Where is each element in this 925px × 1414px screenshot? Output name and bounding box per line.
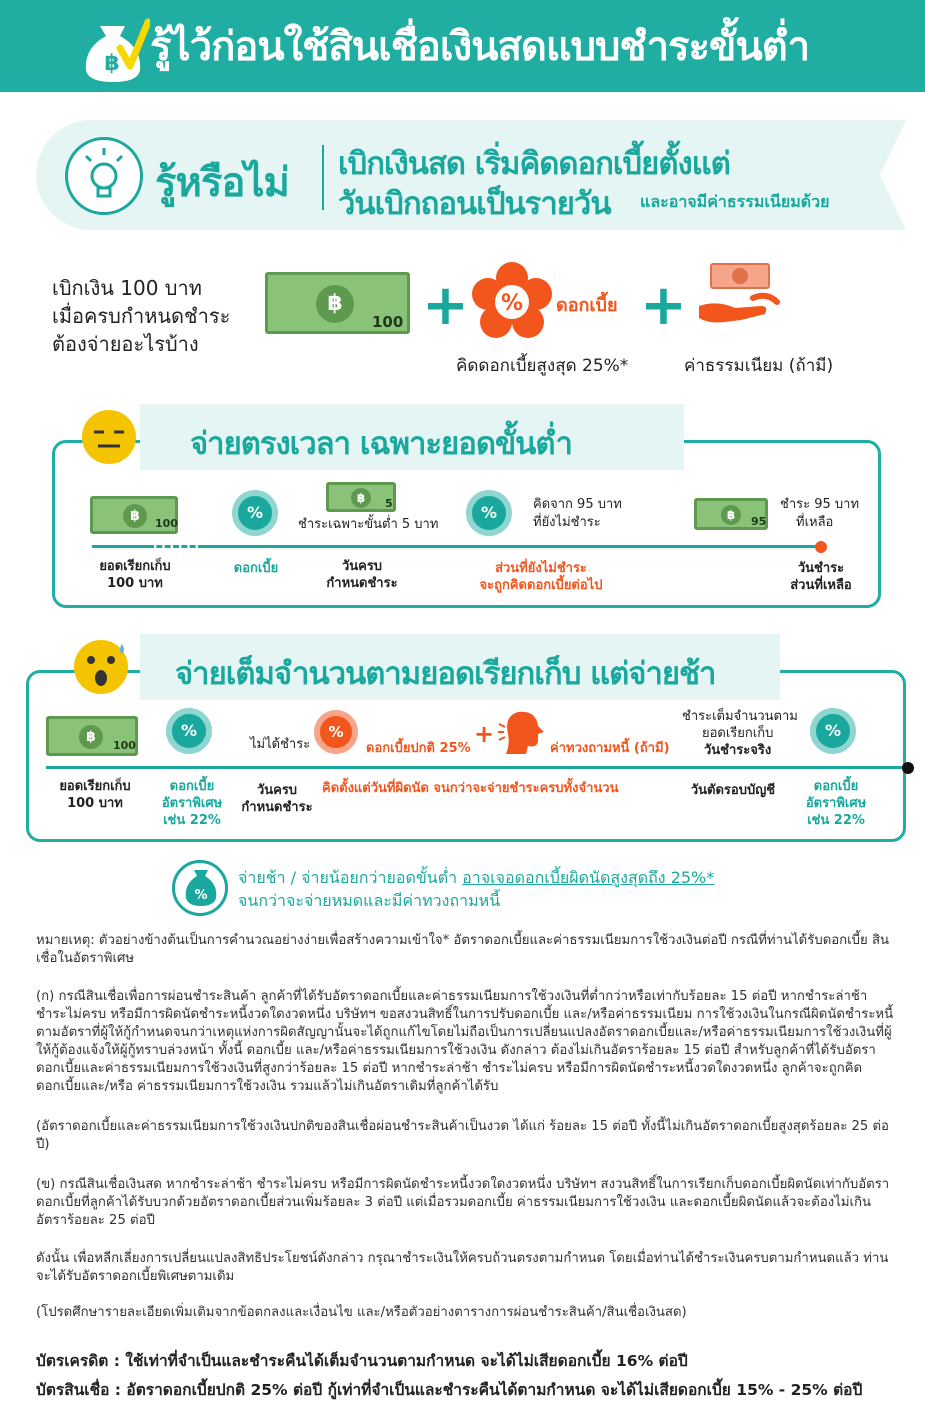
calc-line-1: คิดจาก 95 บาท xyxy=(533,497,622,512)
hand-fee-icon xyxy=(695,262,785,334)
pay-min-text: ชำระเฉพาะขั้นต่ำ 5 บาท xyxy=(298,517,439,532)
late-timeline-end-dot xyxy=(902,762,914,774)
interest-caption: คิดดอกเบี้ยสูงสุด 25%* xyxy=(456,356,629,376)
interest-label: ดอกเบี้ย xyxy=(556,295,618,316)
interest-flower-icon-teal-2: % xyxy=(466,490,512,536)
late-billed-banknote: ฿ 100 xyxy=(46,716,138,756)
normal-interest-text: ดอกเบี้ยปกติ 25% xyxy=(366,741,471,756)
question-line-1: เบิกเงิน 100 บาท xyxy=(52,276,202,300)
did-you-know-label: รู้หรือไม่ xyxy=(155,160,289,206)
note-paragraph-5: ดังนั้น เพื่อหลีกเลี่ยงการเปลี่ยนแปลงสิทธิประโยชน์ดังกล่าว กรุณาชำระเงินให้ครบถ้วนตรงตามกำหนด โดยเมื่อท่านได้ชำระเงินครบตามกำหนดแล้ว ท่านจะได้รับอัตราดอกเบี้ยพิเศษตามเดิม xyxy=(36,1251,889,1284)
min-payment-banknote: ฿ 5 xyxy=(326,482,396,512)
note-paragraph-4: (ข) กรณีสินเชื่อเงินสด หากชำระล่าช้า ชำระไม่ครบ หรือมีการผิดนัดชำระหนี้งวดใดงวดหนึ่ง บริษัทฯ สงวนสิทธิ์ในการเรียกเก็บดอกเบี้ยผิดนัดเท่ากับอัตราดอกเบี้ยที่ลูกค้าได้รับบวกด้วยอัตราดอกเบี้ยส่วนเพิ่มร้อยละ 3 ต่อปี แต่เมื่อรวมดอกเบี้ย ค่าธรรมเนียมการใช้วงเงิน และดอกเบี้ยผิดนัดแล้วจะต้องไม่เกินอัตราร้อยละ 25 ต่อปี xyxy=(36,1177,890,1228)
money-bag-check-icon xyxy=(80,8,150,86)
lbl-unpaid: ส่วนที่ยังไม่ชำระ จะถูกคิดดอกเบี้ยต่อไป xyxy=(479,561,603,593)
note-paragraph-6: (โปรดศึกษารายละเอียดเพิ่มเติมจากข้อตกลงและเงื่อนไข และ/หรือตัวอย่างตารางการผ่อนชำระสินค้า/สินเชื่อเงินสด) xyxy=(36,1305,687,1320)
note-paragraph-1: หมายเหตุ: ตัวอย่างข้างต้นเป็นการคำนวณอย่างง่ายเพื่อสร้างความเข้าใจ* อัตราดอกเบี้ยและค่าธรรมเนียมการใช้วงเงินต่อปี กรณีที่ท่านได้รับดอกเบี้ย สินเชื่อในอัตราพิเศษ xyxy=(36,933,890,966)
question-line-2: เมื่อครบกำหนดชำระ xyxy=(52,304,231,328)
page-title: รู้ไว้ก่อนใช้สินเชื่อเงินสดแบบชำระขั้นต่ำ xyxy=(150,24,810,70)
full-pay-line-3: วันชำระจริง xyxy=(704,743,772,758)
late-lbl-due: วันครบ กำหนดชำระ xyxy=(241,783,313,815)
neutral-face-icon xyxy=(80,408,138,466)
banner-line-2: วันเบิกถอนเป็นรายวัน xyxy=(338,186,611,222)
lbl-billed: ยอดเรียกเก็บ 100 บาท xyxy=(99,559,171,591)
question-line-3: ต้องจ่ายอะไรบ้าง xyxy=(52,332,199,356)
late-lbl-cutoff: วันตัดรอบบัญชี xyxy=(690,783,776,798)
timeline-dash xyxy=(148,545,204,548)
interest-flower-icon-teal: % xyxy=(232,490,278,536)
ontime-title: จ่ายตรงเวลา เฉพาะยอดขั้นต่ำ xyxy=(190,426,572,462)
shocked-face-icon xyxy=(72,636,130,696)
late-lbl-charge: คิดตั้งแต่วันที่ผิดนัด จนกว่าจะจ่ายชำระครบทั้งจำนวน xyxy=(322,781,619,796)
late-lbl-billed: ยอดเรียกเก็บ 100 บาท xyxy=(59,779,131,811)
fee-caption: ค่าธรรมเนียม (ถ้ามี) xyxy=(684,356,834,376)
interest-flower-icon xyxy=(472,262,552,342)
banner-divider xyxy=(322,145,324,210)
svg-text:%: % xyxy=(500,291,524,316)
banknote-icon: ฿ 100 xyxy=(265,272,410,334)
calc-line-2: ที่ยังไม่ชำระ xyxy=(533,515,601,530)
timeline-end-dot xyxy=(815,541,827,553)
credit-line-note: บัตรสินเชื่อ : อัตราดอกเบี้ยปกติ 25% ต่อปี กู้เท่าที่จำเป็นและชำระคืนได้ตามกำหนด จะได้ไม่เสียดอกเบี้ย 15% - 25% ต่อปี xyxy=(36,1381,863,1399)
late-lbl-special-end: ดอกเบี้ย อัตราพิเศษ เช่น 22% xyxy=(805,779,867,828)
lbl-payday: วันชำระ ส่วนที่เหลือ xyxy=(790,561,852,593)
money-bag-percent-icon xyxy=(184,866,218,910)
normal-interest-flower-icon: % xyxy=(314,710,358,754)
not-paid-text: ไม่ได้ชำระ xyxy=(250,737,311,752)
pay-rest-line-2: ที่เหลือ xyxy=(796,515,834,530)
banner-line-2-small: และอาจมีค่าธรรมเนียมด้วย xyxy=(640,192,830,211)
ontime-timeline xyxy=(204,545,818,548)
timeline-segment xyxy=(92,545,148,548)
collection-fee-text: ค่าทวงถามหนี้ (ถ้ามี) xyxy=(550,741,670,756)
late-timeline xyxy=(46,766,908,769)
lightbulb-icon xyxy=(78,146,130,206)
special-interest-flower-icon: % xyxy=(166,708,212,754)
plus-sign-2: + xyxy=(640,273,687,338)
shouting-person-icon xyxy=(496,706,548,758)
late-plus-sign: + xyxy=(474,720,495,748)
special-interest-flower-icon-end: % xyxy=(810,708,856,754)
plus-sign: + xyxy=(422,273,469,338)
svg-text:฿: ฿ xyxy=(104,51,120,76)
full-pay-line-2: ยอดเรียกเก็บ xyxy=(702,726,774,741)
note-paragraph-3: (อัตราดอกเบี้ยและค่าธรรมเนียมการใช้วงเงินปกติของสินเชื่อผ่อนชำระสินค้าเป็นงวด ได้แก่ ร้อยละ 15 ต่อปี ทั้งนี้ไม่เกินอัตราดอกเบี้ยสูงสุดร้อยละ 25 ต่อปี) xyxy=(36,1119,889,1152)
late-lbl-special: ดอกเบี้ย อัตราพิเศษ เช่น 22% xyxy=(161,779,223,828)
lbl-interest: ดอกเบี้ย xyxy=(233,561,279,576)
billed-banknote: ฿ 100 xyxy=(90,496,178,534)
note-paragraph-2: (ก) กรณีสินเชื่อเพื่อการผ่อนชำระสินค้า ลูกค้าที่ได้รับอัตราดอกเบี้ยและค่าธรรมเนียมการใช้วงเงินที่ต่ำกว่าหรือเท่ากับร้อยละ 15 ต่อปี หากชำระล่าช้า ชำระไม่ครบ หรือมีการผิดนัดชำระหนี้งวดใดงวดหนึ่ง บริษัทฯ ขอสงวนสิทธิ์ในการปรับดอกเบี้ย และ/หรือค่าธรรมเนียม การใช้วงเงินในกรณีผิดนัดชำระหนี้ตามอัตราที่ผู้ให้กู้กำหนดจนกว่าเหตุแห่งการผิดสัญญานั้นจะได้ถูกแก้ไขโดยไม่ถือเป็นการเปลี่ยนแปลงอัตราดอกเบี้ยและ/หรือค่าธรรมเนียมการใช้วงเงินที่ผู้ให้กู้ต้องแจ้งให้ผู้กู้ทราบล่วงหน้า ทั้งนี้ ดอกเบี้ย และ/หรือค่าธรรมเนียมการใช้วงเงิน ดังกล่าว ต้องไม่เกินอัตราร้อยละ 15 ต่อปี สำหรับลูกค้าที่ได้รับอัตราดอกเบี้ยและค่าธรรมเนียมการใช้วงเงินที่สูงกว่าร้อยละ 15 ต่อปี หากชำระล่าช้า ชำระไม่ครบ หรือมีการผิดนัดชำระหนี้งวดใดงวดหนึ่ง ลูกค้าจะถูกคิดดอกเบี้ยและ/หรือ ค่าธรรมเนียมการใช้วงเงิน รวมแล้วไม่เกินอัตราเดิมที่ลูกค้าได้รับ xyxy=(36,989,894,1094)
pay-rest-line-1: ชำระ 95 บาท xyxy=(780,497,860,512)
remaining-banknote: ฿ 95 xyxy=(694,498,768,530)
svg-text:%: % xyxy=(194,888,208,903)
credit-card-note: บัตรเครดิต : ใช้เท่าที่จำเป็นและชำระคืนได้เต็มจำนวนตามกำหนด จะได้ไม่เสียดอกเบี้ย 16% ต่อปี xyxy=(36,1352,688,1370)
warning-line-2: จนกว่าจะจ่ายหมดและมีค่าทวงถามหนี้ xyxy=(238,891,501,910)
late-title: จ่ายเต็มจำนวนตามยอดเรียกเก็บ แต่จ่ายช้า xyxy=(175,656,716,692)
full-pay-line-1: ชำระเต็มจำนวนตาม xyxy=(682,709,798,724)
banner-line-1: เบิกเงินสด เริ่มคิดดอกเบี้ยตั้งแต่ xyxy=(338,146,730,182)
lbl-due-date: วันครบ กำหนดชำระ xyxy=(326,559,398,591)
warning-line-1: จ่ายช้า / จ่ายน้อยกว่ายอดขั้นต่ำ อาจเจอดอกเบี้ยผิดนัดสูงสุดถึง 25%* xyxy=(238,868,715,887)
